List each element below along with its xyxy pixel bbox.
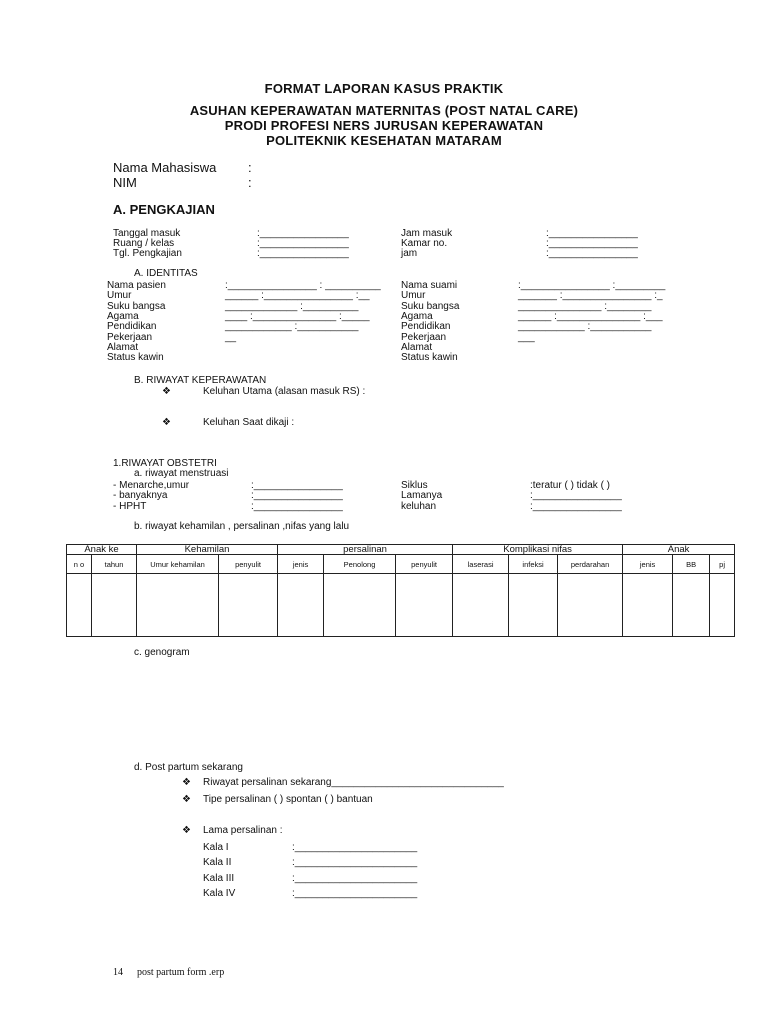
identitas-value: ______ :________________ :__	[225, 290, 370, 301]
obstetri-label: Siklus	[401, 480, 428, 491]
kala-label: Kala III	[203, 873, 235, 884]
bullet-icon: ❖	[182, 777, 191, 788]
field-label: Jam masuk	[401, 228, 453, 239]
group-persalinan: persalinan	[278, 545, 453, 555]
group-anak: Anak	[623, 545, 735, 555]
title-line-3: PRODI PROFESI NERS JURUSAN KEPERAWATAN	[224, 118, 544, 133]
field-value: :________________	[257, 238, 349, 249]
identitas-value: ____ :_______________ :_____	[225, 311, 370, 322]
field-label: Tanggal masuk	[113, 228, 181, 239]
bullet-icon: ❖	[162, 386, 171, 397]
table-cell[interactable]	[623, 574, 673, 637]
field-value: :________________	[546, 248, 638, 259]
identitas-value: __	[225, 332, 237, 343]
title-line-4: POLITEKNIK KESEHATAN MATARAM	[266, 133, 502, 148]
table-cell[interactable]	[278, 574, 324, 637]
table-cell[interactable]	[509, 574, 558, 637]
lama-persalinan-label: Lama persalinan :	[203, 825, 283, 836]
field-label: Kamar no.	[401, 238, 448, 249]
obstetri-value: :________________	[251, 480, 343, 491]
identitas-label: Nama suami	[401, 280, 458, 291]
riwayat-keperawatan-heading: B. RIWAYAT KEPERAWATAN	[134, 375, 267, 386]
col-jenis-anak: jenis	[623, 555, 673, 574]
identitas-label: Alamat	[401, 342, 433, 353]
col-jenis: jenis	[278, 555, 324, 574]
kala-value: :______________________	[292, 873, 418, 884]
obstetri-value: :________________	[530, 490, 622, 501]
group-kehamilan: Kehamilan	[137, 545, 278, 555]
col-no: n o	[67, 555, 92, 574]
field-value: :________________	[546, 228, 638, 239]
obstetri-label: Lamanya	[401, 490, 443, 501]
field-label: Tgl. Pengkajian	[113, 248, 182, 259]
identitas-label: Pendidikan	[107, 321, 157, 332]
kala-label: Kala IV	[203, 888, 236, 899]
obstetri-value: :________________	[251, 501, 343, 512]
col-penyulit-persalinan: penyulit	[396, 555, 453, 574]
section-pengkajian-title: A. PENGKAJIAN	[113, 202, 215, 217]
kala-label: Kala I	[203, 842, 229, 853]
identitas-label: Alamat	[107, 342, 139, 353]
bullet-icon: ❖	[182, 794, 191, 805]
kala-value: :______________________	[292, 857, 418, 868]
keluhan-utama-label: Keluhan Utama (alasan masuk RS) :	[203, 386, 366, 397]
identitas-value: _______ :________________ :_	[518, 290, 663, 301]
table-cell[interactable]	[453, 574, 509, 637]
field-label: jam	[401, 248, 418, 259]
identitas-value: :________________ : __________	[225, 280, 381, 291]
identitas-label: Pendidikan	[401, 321, 451, 332]
obstetri-label: - HPHT	[113, 501, 147, 512]
table-cell[interactable]	[67, 574, 92, 637]
table-cell[interactable]	[710, 574, 735, 637]
field-value: :________________	[257, 228, 349, 239]
student-nim-colon: :	[248, 175, 252, 190]
tipe-persalinan-label: Tipe persalinan ( ) spontan ( ) bantuan	[203, 794, 373, 805]
bullet-icon: ❖	[162, 417, 171, 428]
student-name-label: Nama Mahasiswa	[113, 160, 217, 175]
riwayat-kehamilan-table	[66, 544, 735, 637]
table-row	[67, 574, 735, 637]
identitas-label: Agama	[107, 311, 139, 322]
field-label: Ruang / kelas	[113, 238, 175, 249]
identitas-value: ______ :_______________ :___	[518, 311, 663, 322]
obstetri-value: :________________	[251, 490, 343, 501]
obstetri-label: - banyaknya	[113, 490, 168, 501]
identitas-value: :________________ :_________	[518, 280, 666, 291]
group-anak-ke: Anak ke	[67, 545, 137, 555]
identitas-value: _____________ :__________	[225, 301, 359, 312]
table-cell[interactable]	[673, 574, 710, 637]
identitas-value: ____________ :___________	[225, 321, 359, 332]
footer-text: post partum form .erp	[137, 967, 225, 978]
col-bb: BB	[673, 555, 710, 574]
obstetri-value: :teratur ( ) tidak ( )	[530, 480, 611, 491]
identitas-label: Pekerjaan	[401, 332, 447, 343]
riwayat-kehamilan-label: b. riwayat kehamilan , persalinan ,nifas yang lalu	[134, 521, 350, 532]
table-cell[interactable]	[396, 574, 453, 637]
title-line-2: ASUHAN KEPERAWATAN MATERNITAS (POST NATAL CARE)	[189, 103, 579, 118]
keluhan-saat-dikaji-label: Keluhan Saat dikaji :	[203, 417, 295, 428]
identitas-label: Status kawin	[107, 352, 164, 363]
identitas-label: Suku bangsa	[401, 301, 460, 312]
col-laserasi: laserasi	[453, 555, 509, 574]
field-value: :________________	[546, 238, 638, 249]
page-number: 14	[113, 967, 123, 978]
bullet-icon: ❖	[182, 825, 191, 836]
table-cell[interactable]	[137, 574, 219, 637]
table-cell[interactable]	[324, 574, 396, 637]
col-penolong: Penolong	[324, 555, 396, 574]
obstetri-label: - Menarche,umur	[113, 480, 190, 491]
identitas-heading: A. IDENTITAS	[134, 268, 198, 279]
kala-value: :______________________	[292, 842, 418, 853]
col-perdarahan: perdarahan	[558, 555, 623, 574]
identitas-label: Umur	[107, 290, 132, 301]
identitas-value: ____________ :___________	[518, 321, 652, 332]
identitas-value: ___	[518, 332, 535, 343]
obstetri-label: keluhan	[401, 501, 437, 512]
riwayat-persalinan-label: Riwayat persalinan sekarang_______________________________	[203, 777, 504, 788]
col-tahun: tahun	[92, 555, 137, 574]
title-line-1: FORMAT LAPORAN KASUS PRAKTIK	[264, 81, 504, 96]
kala-label: Kala II	[203, 857, 232, 868]
group-komplikasi-nifas: Komplikasi nifas	[453, 545, 623, 555]
identitas-label: Pekerjaan	[107, 332, 153, 343]
identitas-label: Nama pasien	[107, 280, 166, 291]
col-infeksi: infeksi	[509, 555, 558, 574]
kala-value: :______________________	[292, 888, 418, 899]
identitas-label: Status kawin	[401, 352, 458, 363]
post-partum-heading: d. Post partum sekarang	[134, 762, 243, 773]
table-cell[interactable]	[219, 574, 278, 637]
obstetri-value: :________________	[530, 501, 622, 512]
student-name-colon: :	[248, 160, 252, 175]
riwayat-menstruasi-label: a. riwayat menstruasi	[134, 468, 229, 479]
identitas-label: Suku bangsa	[107, 301, 166, 312]
identitas-label: Umur	[401, 290, 426, 301]
identitas-label: Agama	[401, 311, 433, 322]
table-cell[interactable]	[92, 574, 137, 637]
student-nim-label: NIM	[113, 175, 137, 190]
identitas-value: _______________ :________	[518, 301, 652, 312]
genogram-label: c. genogram	[134, 647, 190, 658]
riwayat-obstetri-heading: 1.RIWAYAT OBSTETRI	[113, 458, 217, 469]
table-cell[interactable]	[558, 574, 623, 637]
col-pj: pj	[710, 555, 735, 574]
col-umur-kehamilan: Umur kehamilan	[137, 555, 219, 574]
col-penyulit: penyulit	[219, 555, 278, 574]
field-value: :________________	[257, 248, 349, 259]
